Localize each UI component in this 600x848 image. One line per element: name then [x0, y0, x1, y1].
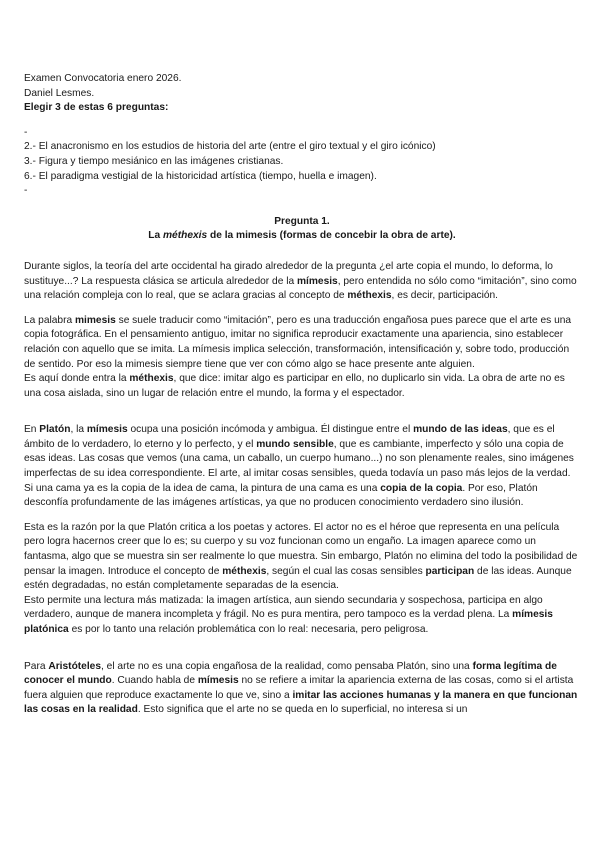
text-run: , que es cambiante, imperfecto y sólo una copia de esas ideas. Las cosas que vemos (una cama, un caballo, un cuerpo humano...) no son plenamente reales, sino imágenes imperfectas de su idea correspondiente. El arte, al imitar cosas sensibles, queda todavía un paso más lejos de la verdad. Si una cama ya es la copia de la idea de cama, la pintura de una cama es una: [24, 438, 574, 494]
text-run: ocupa una posición incómoda y ambigua. Él distingue entre el: [127, 424, 414, 436]
text-run: , es decir, participación.: [391, 290, 499, 302]
text-run: Es aquí donde entra la: [24, 373, 130, 385]
bold-term: mímesis: [86, 424, 128, 436]
body-paragraph: [24, 314, 580, 372]
bold-term: mundo de las ideas: [413, 424, 508, 436]
bold-term: Platón: [39, 424, 71, 436]
bold-term: méthexis: [129, 373, 174, 385]
text-run: . Esto significa que el arte no se queda en lo superficial, no interesa si un: [137, 704, 468, 716]
text-run: es por lo tanto una relación problemática con lo real: necesaria, pero peligrosa.: [68, 624, 429, 635]
body-paragraph: [24, 660, 580, 718]
section-title: Pregunta 1.: [274, 215, 330, 227]
text-run: Para: [24, 660, 49, 672]
bold-term: méthexis: [347, 290, 392, 302]
section-subtitle: La méthexis de la mimesis (formas de concebir la obra de arte).: [148, 230, 456, 242]
text-run: , el arte no es una copia engañosa de la realidad, como pensaba Platón, sino una: [101, 660, 473, 672]
body-paragraph: [24, 372, 580, 401]
bold-term: participan: [425, 565, 475, 577]
bold-term: méthexis: [222, 565, 267, 577]
text-run: , pero entendida no sólo como “imitación”, sino como una relación compleja con lo real, que se aclara gracias al concepto de: [24, 275, 577, 302]
text-run: , la: [70, 424, 87, 436]
body-paragraph: [24, 594, 580, 638]
text-run: Esta es la razón por la que Platón critica a los poetas y actores. El actor no es el héroe que representa en una película pero logra hacernos creer que lo es; su cuerpo y su voz funcionan como un engaño. La imagen aparece como un fantasma, algo que se muestra sin ser realmente lo que muestra. Sin embargo, Platón no elimina del todo la posibilidad de pensar la imagen. Introduce el concepto de: [24, 521, 578, 577]
text-run: Durante siglos, la teoría del arte occidental ha girado alrededor de la pregunta ¿el arte copia el mundo, lo deforma, lo sustituye...? La respuesta clásica se articula alrededor de la: [24, 260, 553, 287]
question-item: 2.- El anacronismo en los estudios de historia del arte (entre el giro textual y el giro icónico): [24, 141, 436, 153]
bold-term: imitar las acciones humanas y la manera en que funcionan las cosas en la realidad: [24, 689, 578, 716]
text-run: Esto permite una lectura más matizada: la imagen artística, aun siendo secundaria y sospechosa, participa en algo verdadero, aunque de manera incompleta y frágil. No es pura mentira, pero tampoco es la verdad plena. La: [24, 594, 543, 621]
bold-term: mimesis: [74, 314, 116, 326]
bold-term: Aristóteles: [48, 660, 102, 672]
text-run: , que es el ámbito de lo verdadero, lo eterno y lo perfecto, y el: [24, 424, 555, 450]
bold-term: copia de la copia: [380, 482, 463, 494]
text-run: En: [24, 424, 40, 436]
exam-header: [24, 72, 580, 116]
question-list: [24, 126, 580, 199]
text-run: , que dice: imitar algo es participar en ello, no duplicarlo sin vida. La obra de arte no es una cosa aislada, sino un lugar de relación entre el mundo, la forma y el espectador.: [24, 373, 565, 399]
text-run: , según el cual las cosas sensibles: [266, 565, 426, 577]
body-paragraph: [24, 260, 580, 304]
text-run: La palabra: [24, 314, 75, 326]
bold-term: mundo sensible: [256, 438, 334, 450]
question-item: 3.- Figura y tiempo mesiánico en las imágenes cristianas.: [24, 155, 284, 167]
section-heading: [24, 215, 580, 244]
question-item: -: [24, 126, 28, 138]
bold-term: mímesis: [197, 675, 239, 687]
question-item: 6.- El paradigma vestigial de la historicidad artística (tiempo, huella e imagen).: [24, 170, 377, 182]
bold-term: mímesis: [296, 275, 338, 287]
text-run: . Cuando habla de: [111, 675, 198, 687]
text-run: de las ideas. Aunque estén degradadas, no están completamente separadas de la esencia.: [24, 565, 572, 592]
bold-term: mímesis platónica: [24, 609, 553, 635]
body-paragraph: [24, 423, 580, 511]
question-item: -: [24, 185, 28, 197]
exam-title: Examen Convocatoria enero 2026.: [24, 73, 182, 84]
bold-term: forma legítima de conocer el mundo: [24, 660, 557, 687]
instructions: Elegir 3 de estas 6 preguntas:: [24, 102, 169, 114]
body-paragraph: [24, 521, 580, 594]
document-content: [24, 72, 580, 718]
author-name: Daniel Lesmes.: [24, 87, 95, 99]
text-run: no se refiere a imitar la apariencia externa de las cosas, como si el artista fuera alguien que reproduce exactamente lo que ve, sino a: [24, 675, 574, 701]
text-run: . Por eso, Platón desconfía profundamente de las imágenes artísticas, ya que no producen conocimiento verdadero sino ilusión.: [24, 482, 538, 509]
text-run: se suele traducir como “imitación”, pero es una traducción engañosa pues parece que el arte es una copia fotográfica. En el pensamiento antiguo, imitar no significa reproducir exactamente una apariencia, sino establecer relación con aquello que se imita. La mímesis implica selección, transformación, intensificación y, sobre todo, producción de sentido. Por eso la mimesis siempre tiene que ver con cómo algo se hace presente ante alguien.: [24, 314, 572, 370]
